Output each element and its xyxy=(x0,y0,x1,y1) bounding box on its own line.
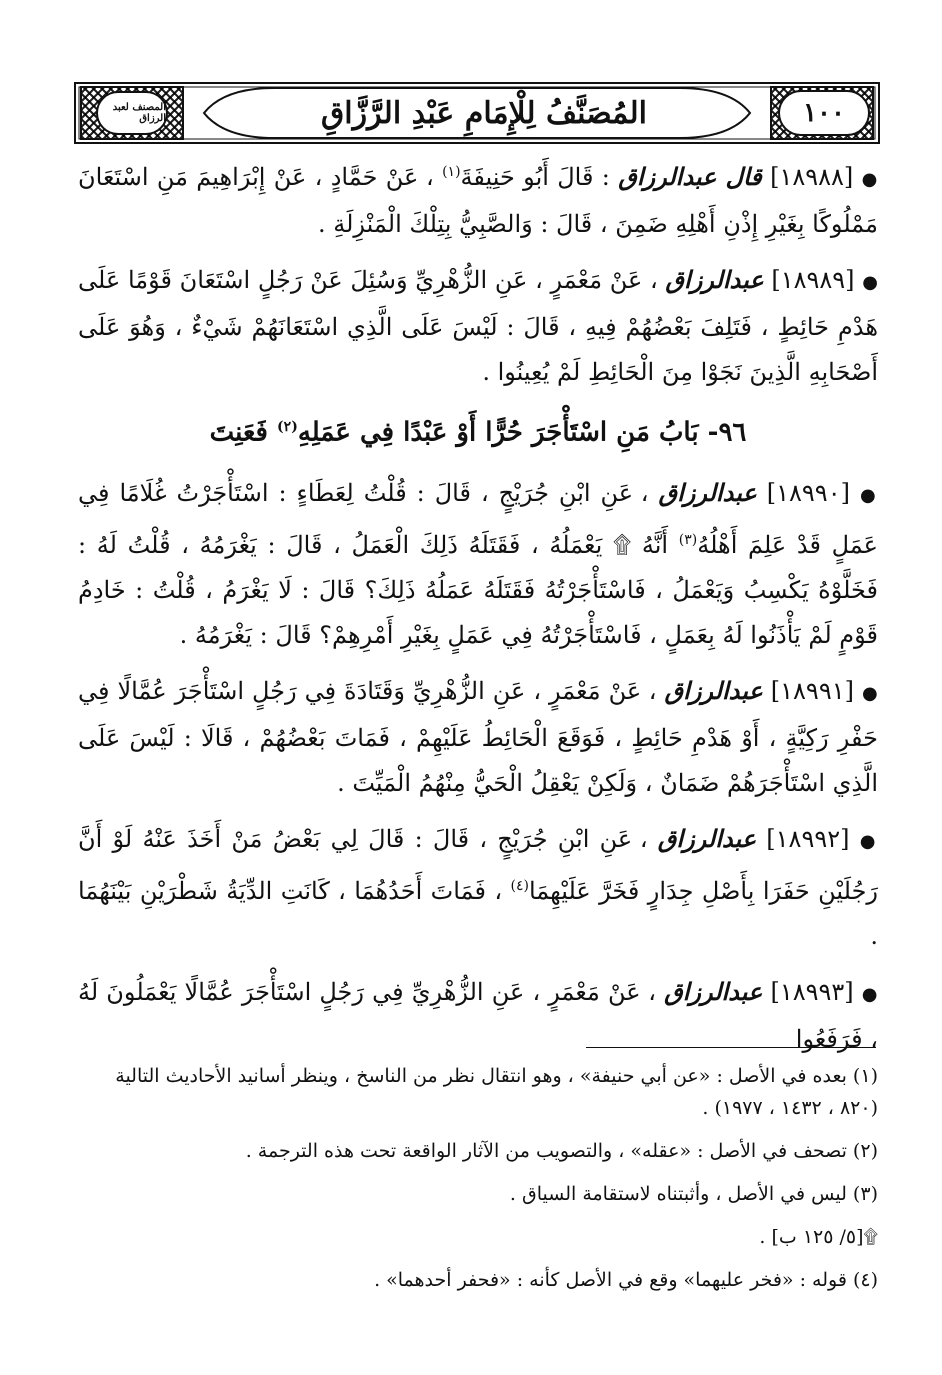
bullet-icon: ● xyxy=(861,983,878,1005)
book-seal: المصنف لعبد الرزاق xyxy=(96,91,168,135)
narrator: عبدالرزاق xyxy=(657,823,757,853)
hadith-text-rest: ، فَمَاتَ أَحَدُهُمَا ، كَانَتِ الدِّيَةُ شَطْرَيْنِ بَيْنَهُمَا . xyxy=(78,876,878,950)
bullet-icon: ● xyxy=(861,682,878,704)
footnote-ref[interactable]: (٣) xyxy=(678,531,698,548)
hadith-text: ، عَنِ ابْنِ جُرَيْجٍ ، قَالَ : قَالَ لِي بَعْضُ مَنْ أَخَذَ عَنْهُ لَوْ أَنَّ رَجُلَيْنِ حَفَرَا بِأَصْلِ جِدَارٍ فَخَرَّ عَلَيْهِمَا xyxy=(78,824,878,905)
bullet-icon: ● xyxy=(859,484,878,506)
footnote: (١) بعده في الأصل : «عن أبي حنيفة» ، وهو انتقال نظر من الناسخ ، وينظر أسانيد الأحاديث التالية (٨٢٠ ، ١٤٣٢ ، ١٩٧٧) . xyxy=(115,1065,878,1119)
manuscript-folio-ref: ۩[٥/ ١٢٥ ب] . xyxy=(759,1226,878,1248)
bullet-icon: ● xyxy=(859,830,878,852)
footnote-ref[interactable]: (١) xyxy=(442,164,461,180)
hadith-entry: ● [١٨٩٨٩] عبدالرزاق ، عَنْ مَعْمَرٍ ، عَنِ الزُّهْرِيِّ وَسُئِلَ عَنْ رَجُلٍ اسْتَعَانَ قَوْمًا عَلَى هَدْمِ حَائِطٍ ، فَتَلِفَ بَعْضُهُمْ فِيهِ ، قَالَ : لَيْسَ عَلَى الَّذِي اسْتَعَانَهُمْ شَيْءٌ ، وَهُوَ عَلَى أَصْحَابِهِ الَّذِينَ نَجَوْا مِنَ الْحَائِطِ لَمْ يُعِينُوا . xyxy=(78,265,878,386)
hadith-text: ، عَنْ مَعْمَرٍ ، عَنِ الزُّهْرِيِّ وَسُئِلَ عَنْ رَجُلٍ اسْتَعَانَ قَوْمًا عَلَى هَدْمِ حَائِطٍ ، فَتَلِفَ بَعْضُهُمْ فِيهِ ، قَالَ : لَيْسَ عَلَى الَّذِي اسْتَعَانَهُمْ شَيْءٌ ، وَهُوَ عَلَى أَصْحَابِهِ الَّذِينَ نَجَوْا مِنَ الْحَائِطِ لَمْ يُعِينُوا . xyxy=(78,266,878,386)
hadith-text: ، عَنِ ابْنِ جُرَيْجٍ ، قَالَ : قُلْتُ لِعَطَاءٍ : اسْتَأْجَرْتُ غُلَامًا فِي عَمَلٍ قَدْ عَلِمَ أَهْلُهُ xyxy=(78,478,878,559)
page-header xyxy=(74,82,880,144)
narrator: عبدالرزاق xyxy=(664,976,763,1006)
main-text xyxy=(78,150,878,1072)
narrator: عبدالرزاق xyxy=(665,265,764,294)
hadith-entry: ● [١٨٩٩٠] عبدالرزاق ، عَنِ ابْنِ جُرَيْجٍ ، قَالَ : قُلْتُ لِعَطَاءٍ : اسْتَأْجَرْتُ غُلَامًا فِي عَمَلٍ قَدْ عَلِمَ أَهْلُهُ$^{(٣)}$ أَنَّهُ ۩ يَعْمَلُهُ ، فَقَتَلَهُ ذَلِكَ الْعَمَلُ ، قَالَ : يَغْرَمُهُ ، قُلْتُ لَهُ : فَخَلَّوْهُ يَكْسِبُ وَيَعْمَلُ ، فَاسْتَأْجَرْتُهُ فَقَتَلَهُ عَمَلُهُ ذَلِكَ؟ قَالَ : لَا يَغْرَمُ ، قُلْتُ : خَادِمُ قَوْمٍ لَمْ يَأْذَنُوا لَهُ بِعَمَلٍ ، فَاسْتَأْجَرْتُهُ فِي عَمَلٍ بِغَيْرِ أَمْرِهِمْ؟ قَالَ : يَغْرَمُهُ . xyxy=(78,477,878,649)
footnote-divider xyxy=(586,1047,876,1048)
page-number: ١٠٠ xyxy=(778,90,870,136)
hadith-number: ١٨٩٨٨ xyxy=(779,163,844,191)
hadith-number: ١٨٩٩٠ xyxy=(776,478,841,507)
footnote-ref[interactable]: (٢) xyxy=(277,419,298,435)
chapter-title-tail: فَعَنِتَ xyxy=(209,417,268,448)
hadith-text: ، عَنْ مَعْمَرٍ ، عَنِ الزُّهْرِيِّ فِي رَجُلٍ اسْتَأْجَرَ عُمَّالًا يَعْمَلُونَ لَهُ ، فَرَفَعُوا xyxy=(78,977,878,1053)
narrator: عبدالرزاق xyxy=(658,477,757,507)
hadith-text: ، عَنْ مَعْمَرٍ ، عَنِ الزُّهْرِيِّ وَقَتَادَةَ فِي رَجُلٍ اسْتَأْجَرَ عُمَّالًا فِي حَفْرِ رَكِيَّةٍ ، أَوْ هَدْمِ حَائِطٍ ، فَوَقَعَ الْحَائِطُ عَلَيْهِمْ ، فَمَاتَ بَعْضُهُمْ ، قَالَا : لَيْسَ عَلَى الَّذِي اسْتَأْجَرَهُمْ ضَمَانٌ ، وَلَكِنْ يَعْقِلُ الْحَيُّ مِنْهُمُ الْمَيِّتَ . xyxy=(78,676,878,797)
hadith-entry: ● [١٨٩٩٢] عبدالرزاق ، عَنِ ابْنِ جُرَيْجٍ ، قَالَ : قَالَ لِي بَعْضُ مَنْ أَخَذَ عَنْهُ لَوْ أَنَّ رَجُلَيْنِ حَفَرَا بِأَصْلِ جِدَارٍ فَخَرَّ عَلَيْهِمَا$^{(٤)}$ ، فَمَاتَ أَحَدُهُمَا ، كَانَتِ الدِّيَةُ شَطْرَيْنِ بَيْنَهُمَا . xyxy=(78,823,878,950)
running-title: المُصَنَّفُ لِلْإِمَامِ عَبْدِ الرَّزَّاقِ xyxy=(321,95,647,131)
hadith-number: ١٨٩٩٢ xyxy=(775,824,841,853)
hadith-text-rest: ، عَنْ حَمَّادٍ ، عَنْ إِبْرَاهِيمَ مَنِ اسْتَعَانَ مَمْلُوكًا بِغَيْرِ إِذْنِ أَهْلِهِ ضَمِنَ ، قَالَ : وَالصَّبِيُّ بِتِلْكَ الْمَنْزِلَةِ . xyxy=(78,163,878,238)
hadith-number: ١٨٩٩٣ xyxy=(779,977,845,1006)
footnotes xyxy=(78,1060,878,1307)
bullet-icon: ● xyxy=(862,272,878,293)
footnote: (٢) تصحف في الأصل : «عقله» ، والتصويب من الآثار الواقعة تحت هذه الترجمة . xyxy=(245,1140,878,1162)
chapter-title: ٩٦- بَابُ مَنِ اسْتَأْجَرَ حُرًّا أَوْ عَبْدًا فِي عَمَلِهِ xyxy=(297,417,747,448)
hadith-text-rest: أَنَّهُ ۩ يَعْمَلُهُ ، فَقَتَلَهُ ذَلِكَ الْعَمَلُ ، قَالَ : يَغْرَمُهُ ، قُلْتُ لَهُ : فَخَلَّوْهُ يَكْسِبُ وَيَعْمَلُ ، فَاسْتَأْجَرْتُهُ فَقَتَلَهُ عَمَلُهُ ذَلِكَ؟ قَالَ : لَا يَغْرَمُ ، قُلْتُ : خَادِمُ قَوْمٍ لَمْ يَأْذَنُوا لَهُ بِعَمَلٍ ، فَاسْتَأْجَرْتُهُ فِي عَمَلٍ بِغَيْرِ أَمْرِهِمْ؟ قَالَ : يَغْرَمُهُ . xyxy=(78,530,878,649)
narrator: عبدالرزاق xyxy=(664,675,763,705)
footnote: (٤) قوله : «فخر عليهما» وقع في الأصل كأنه : «فحفر أحدهما» . xyxy=(374,1269,878,1291)
hadith-entry: ● [١٨٩٩١] عبدالرزاق ، عَنْ مَعْمَرٍ ، عَنِ الزُّهْرِيِّ وَقَتَادَةَ فِي رَجُلٍ اسْتَأْجَرَ عُمَّالًا فِي حَفْرِ رَكِيَّةٍ ، أَوْ هَدْمِ حَائِطٍ ، فَوَقَعَ الْحَائِطُ عَلَيْهِمْ ، فَمَاتَ بَعْضُهُمْ ، قَالَا : لَيْسَ عَلَى الَّذِي اسْتَأْجَرَهُمْ ضَمَانٌ ، وَلَكِنْ يَعْقِلُ الْحَيُّ مِنْهُمُ الْمَيِّتَ . xyxy=(78,675,878,797)
footnote-ref[interactable]: (٤) xyxy=(510,877,529,894)
narrator: قال عبدالرزاق xyxy=(618,162,762,191)
hadith-text: : قَالَ أَبُو حَنِيفَةَ xyxy=(460,163,610,191)
bullet-icon: ● xyxy=(861,169,878,190)
hadith-number: ١٨٩٩١ xyxy=(780,676,845,705)
footnote: (٣) ليس في الأصل ، وأثبتناه لاستقامة السياق . xyxy=(509,1183,878,1205)
hadith-entry: ● [١٨٩٩٣] عبدالرزاق ، عَنْ مَعْمَرٍ ، عَنِ الزُّهْرِيِّ فِي رَجُلٍ اسْتَأْجَرَ عُمَّالًا يَعْمَلُونَ لَهُ ، فَرَفَعُوا xyxy=(78,976,878,1053)
chapter-heading xyxy=(78,405,878,456)
hadith-number: ١٨٩٨٩ xyxy=(780,266,846,294)
hadith-entry: ● [١٨٩٨٨] قال عبدالرزاق : قَالَ أَبُو حَنِيفَةَ$^{(١)}$ ، عَنْ حَمَّادٍ ، عَنْ إِبْرَاهِيمَ مَنِ اسْتَعَانَ مَمْلُوكًا بِغَيْرِ إِذْنِ أَهْلِهِ ضَمِنَ ، قَالَ : وَالصَّبِيُّ بِتِلْكَ الْمَنْزِلَةِ . xyxy=(78,162,878,238)
